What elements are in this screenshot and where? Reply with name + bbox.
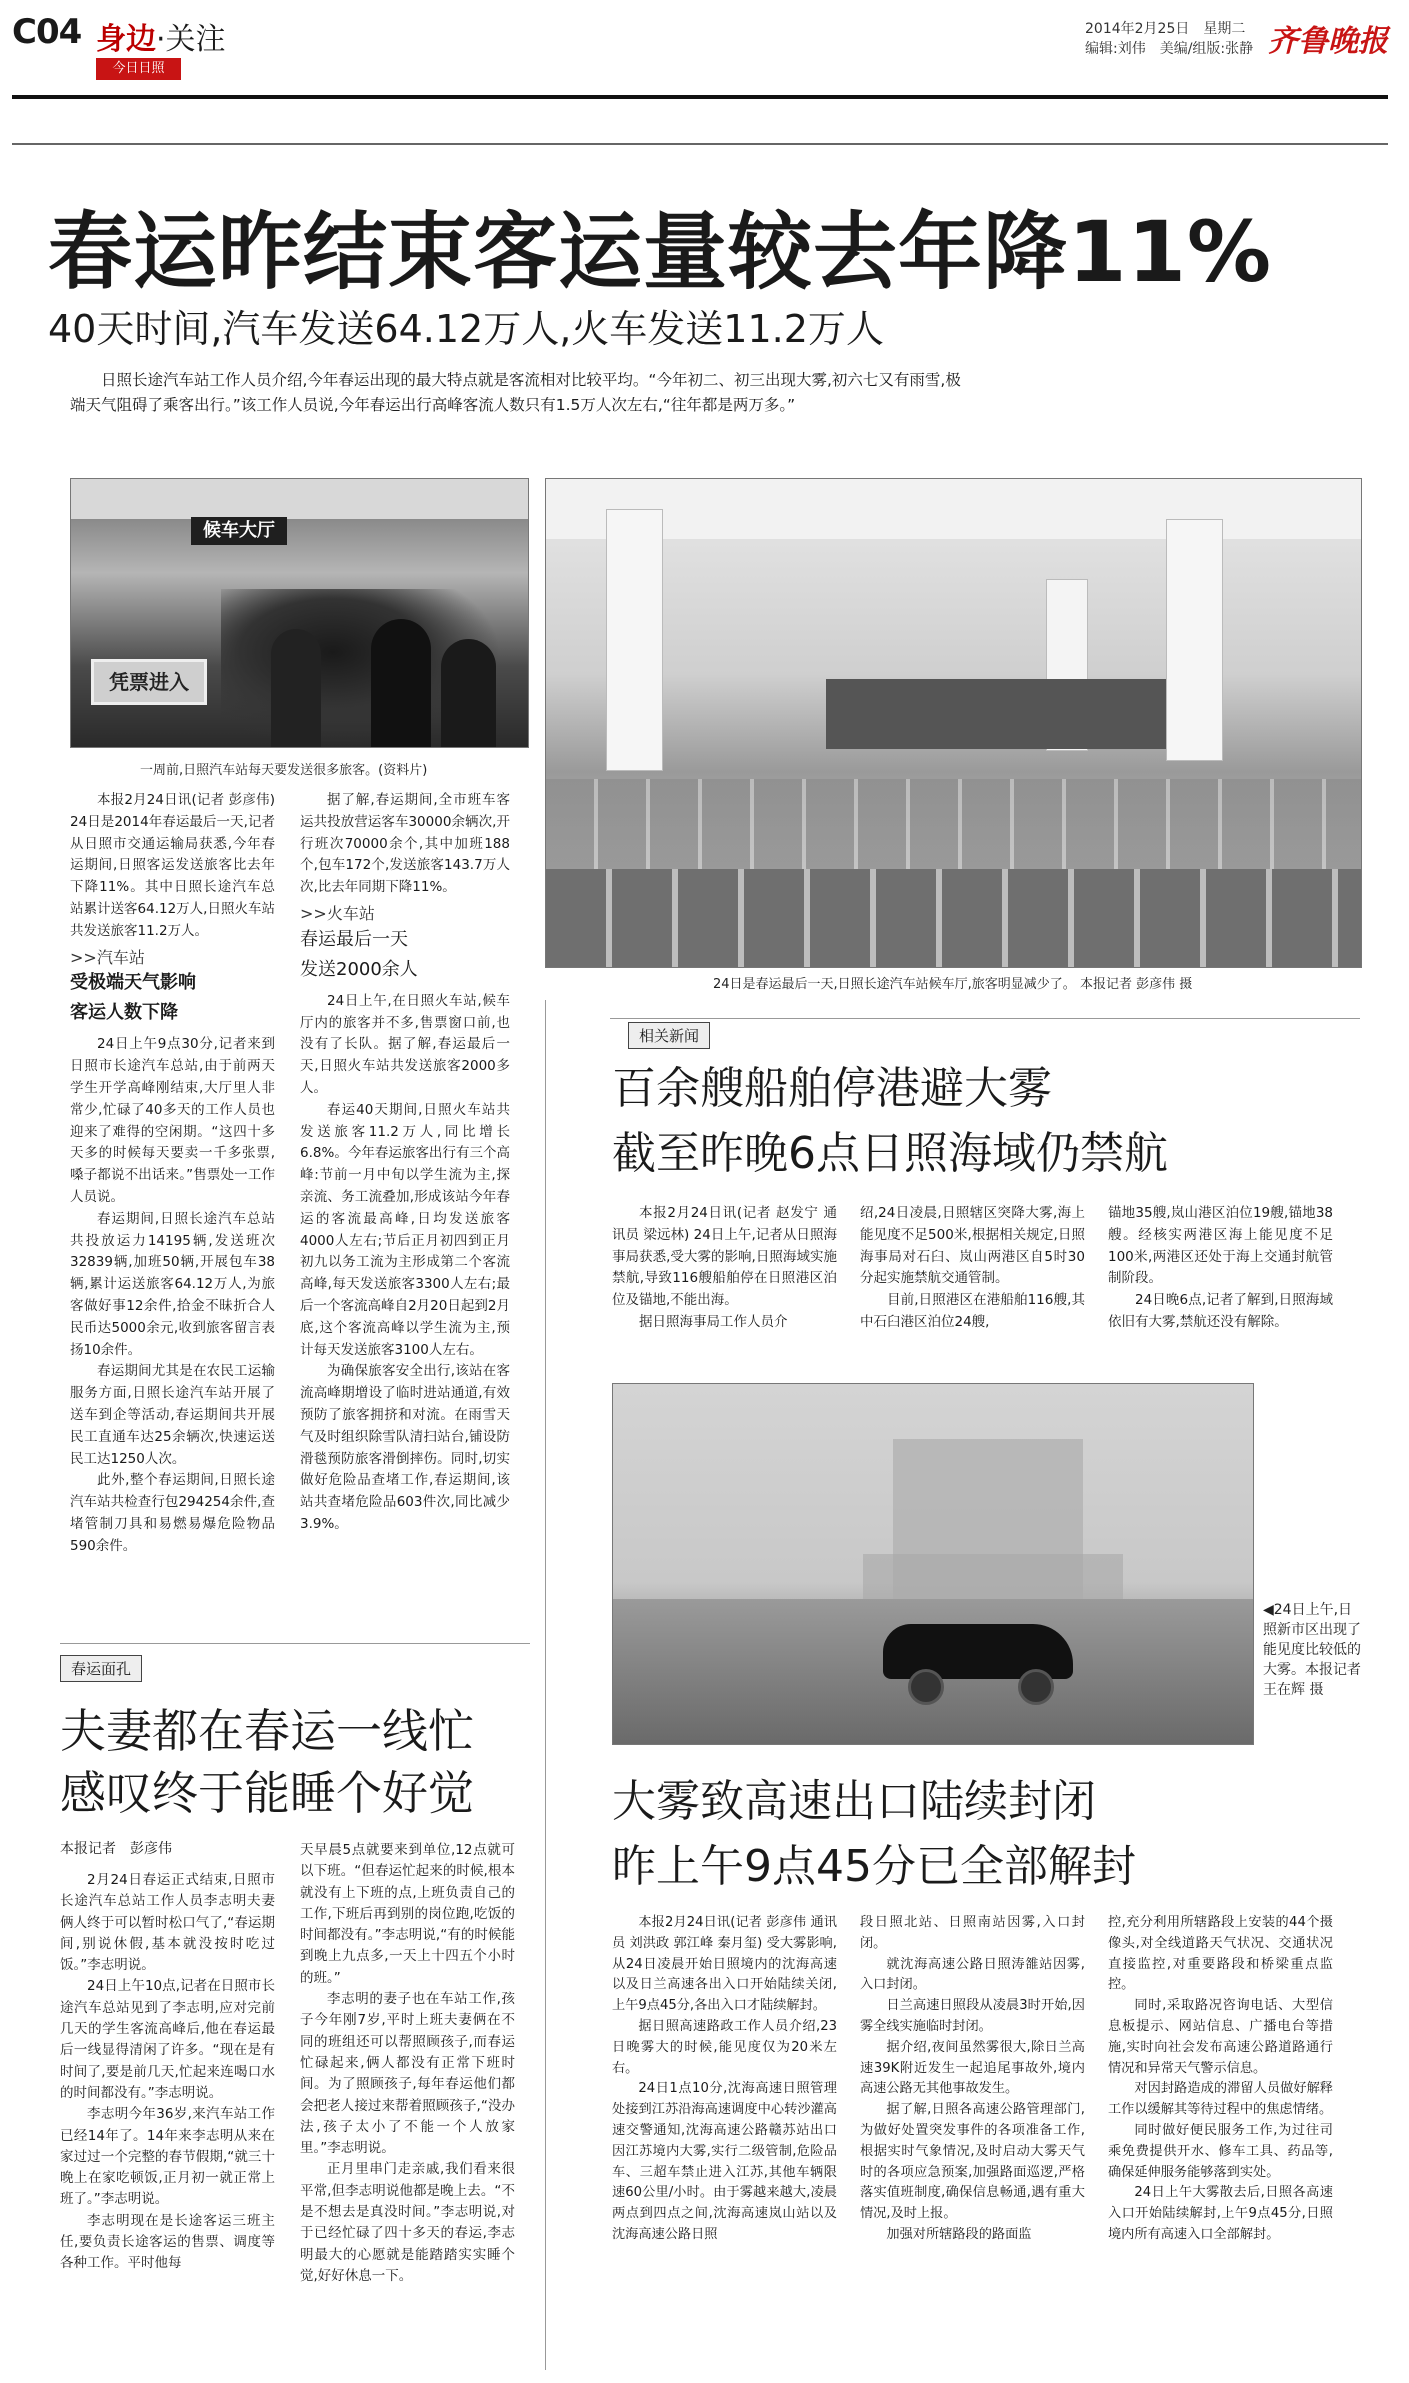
- main-col2b-p1: 24日上午,在日照火车站,候车厅内的旅客并不多,售票窗口前,也没有了长队。据了解,春运最后一天,日照火车站共发送旅客2000多人。: [300, 992, 510, 1096]
- story2-rule: [60, 1643, 530, 1644]
- story4-c2-p1: 段日照北站、日照南站因雾,入口封闭。: [860, 1915, 1085, 1951]
- story4-c2-p3: 日兰高速日照段从凌晨3时开始,因雾全线实施临时封闭。: [860, 1998, 1085, 2034]
- photo-sign-ticket-entry: 凭票进入: [91, 659, 207, 705]
- section-title: [96, 14, 226, 58]
- photo-fog-street: [612, 1383, 1254, 1745]
- story2-title2: 感叹终于能睡个好觉: [60, 1766, 474, 1820]
- story4-c1-p1: 本报2月24日讯(记者 彭彦伟 通讯员 刘洪政 郭江峰 秦月玺) 受大雾影响,从24日凌晨开始日照境内的沈海高速以及日兰高速各出入口开始陆续关闭,上午9点45分,各出入口才陆续解封。: [612, 1915, 837, 2014]
- section-main: 身边: [96, 22, 156, 57]
- story4-c3-p2: 同时,采取路况咨询电话、大型信息板提示、网站信息、广播电台等措施,实时向社会发布高速公路道路通行情况和异常天气警示信息。: [1108, 1998, 1333, 2076]
- story2-title1: 夫妻都在春运一线忙: [60, 1704, 474, 1758]
- column-divider: [545, 1000, 546, 2370]
- main-col1b-p3: 春运期间尤其是在农民工运输服务方面,日照长途汽车站开展了送车到企等活动,春运期间共开展民工直通车达25余辆次,快速运送民工达1250人次。: [70, 1363, 275, 1467]
- main-col1: [70, 790, 275, 1558]
- main-col1b-p2: 春运期间,日照长途汽车总站共投放运力14195辆,发送班次32839辆,加班50辆,开展包车38辆,累计运送旅客64.12万人,为旅客做好事12余件,拾金不昧折合人民币达5000余元,收到旅客留言表扬10余件。: [70, 1210, 275, 1358]
- story4-col1: [612, 1913, 837, 2246]
- subhead-bus-1: 受极端天气影响: [70, 972, 196, 994]
- main-col2b-p2: 春运40天期间,日照火车站共发送旅客11.2万人,同比增长6.8%。今年春运旅客出行有三个高峰:节前一月中旬以学生流为主,探亲流、务工流叠加,形成该站今年春运的客流最高峰,日均发送旅客4000人左右;节后正月初四到正月初九以务工流为主形成第二个客流高峰,每天发送旅客3300人左右;最后一个客流高峰自2月20日起到2月底,这个客流高峰以学生流为主,预计每天发送旅客3100人左右。: [300, 1101, 510, 1358]
- photo-sign-waiting-hall: 候车大厅: [191, 517, 287, 545]
- story4-c2-p4: 据介绍,夜间虽然雾很大,除日兰高速39K附近发生一起追尾事故外,境内高速公路无其他事故发生。: [860, 2039, 1085, 2097]
- story3-col3: [1108, 1203, 1333, 1334]
- main-col2: [300, 790, 510, 1536]
- story4-title2: 昨上午9点45分已全部解封: [612, 1841, 1136, 1892]
- story3-c2-p2: 目前,日照港区在港船舶116艘,其中石臼港区泊位24艘,: [860, 1292, 1085, 1330]
- tag-train-station: >>火车站: [300, 903, 375, 923]
- story2-byline: 本报记者 彭彦伟: [60, 1841, 172, 1857]
- story4-c2-p2: 就沈海高速公路日照涛雒站因雾,入口封闭。: [860, 1956, 1085, 1993]
- story4-col2: [860, 1913, 1085, 2246]
- section-sub: 关注: [165, 22, 226, 57]
- story4-c2-p6: 加强对所辖路段的路面监: [886, 2226, 1032, 2242]
- issue-date: 2014年2月25日 星期二: [1085, 21, 1246, 37]
- header-rule: [12, 95, 1388, 99]
- story4-c3-p5: 24日上午大雾散去后,日照各高速入口开始陆续解封,上午9点45分,日照境内所有高速入口全部解封。: [1108, 2185, 1333, 2242]
- main-col1b-p1: 24日上午9点30分,记者来到日照市长途汽车总站,由于前两天学生开学高峰刚结束,大厅里人非常少,忙碌了40多天的工作人员也迎来了难得的空闲期。“这四十多天多的时候每天要卖一千多张票,嗓子都说不出话来。”售票处一工作人员说。: [70, 1036, 275, 1205]
- main-col1b-p4: 此外,整个春运期间,日照长途汽车站共检查行包294254余件,查堵管制刀具和易燃易爆危险物品590余件。: [70, 1472, 275, 1554]
- main-col1-p1: 本报2月24日讯(记者 彭彦伟) 24日是2014年春运最后一天,记者从日照市交通运输局获悉,今年春运期间,日照客运发送旅客比去年下降11%。其中日照长途汽车总站累计送客64.12万人,日照火车站共发送旅客11.2万人。: [70, 792, 275, 939]
- story3-title2: 截至昨晚6点日照海域仍禁航: [612, 1128, 1168, 1179]
- story4-title1: 大雾致高速出口陆续封闭: [612, 1776, 1096, 1827]
- editor-credits: 编辑:刘伟 美编/组版:张静: [1085, 41, 1254, 57]
- subhead-train-2: 发送2000余人: [300, 958, 418, 980]
- story3-rule: [610, 1018, 1360, 1019]
- story4-c2-p5: 据了解,日照各高速公路管理部门,为做好处置突发事件的各项准备工作,根据实时气象情况,及时启动大雾天气时的各项应急预案,加强路面巡逻,严格落实值班制度,确保信息畅通,遇有重大情况,及时上报。: [860, 2102, 1085, 2222]
- story2-colB-p3: 正月里串门走亲戚,我们看来很平常,但李志明说他都是晚上去。“不是不想去是真没时间。”李志明说,对于已经忙碌了四十多天的春运,李志明最大的心愿就是能踏踏实实睡个觉,好好休息一下。: [300, 2161, 515, 2284]
- story2-colA-p2: 24日上午10点,记者在日照市长途汽车总站见到了李志明,应对完前几天的学生客流高峰后,他在春运最后一线显得清闲了许多。“现在是有时间了,要是前几天,忙起来连喝口水的时间都没有。”李志明说。: [60, 1978, 275, 2101]
- story2-colB-p2: 李志明的妻子也在车站工作,孩子今年刚7岁,平时上班夫妻俩在不同的班组还可以帮照顾孩子,而春运忙碌起来,俩人都没有正常下班时间。为了照顾孩子,每年春运他们都会把老人接过来帮着照顾孩子,“没办法,孩子太小了不能一个人放家里。”李志明说。: [300, 1991, 515, 2157]
- story4-c1-p2: 据日照高速路政工作人员介绍,23日晚雾大的时候,能见度仅为20米左右。: [612, 2018, 837, 2076]
- story4-c1-p3: 24日1点10分,沈海高速日照管理处接到江苏沿海高速调度中心转沙灌高速交警通知,沈海高速公路赣苏站出口因江苏境内大雾,实行二级管制,危险品车、三超车禁止进入江苏,其他车辆限速60公里/小时。由于雾越来越大,凌晨两点到四点之间,沈海高速岚山站以及沈海高速公路日照: [612, 2081, 837, 2242]
- story2-colA-p3: 李志明今年36岁,来汽车站工作已经14年了。14年来李志明从来在家过过一个完整的春节假期,“就三十晚上在家吃顿饭,正月初一就正常上班了。”李志明说。: [60, 2106, 275, 2208]
- main-headline: 春运昨结束客运量较去年降11%: [48, 203, 1273, 301]
- lead-paragraph: 日照长途汽车站工作人员介绍,今年春运出现的最大特点就是客流相对比较平均。“今年初二、初三出现大雾,初六七又有雨雪,极端天气阻碍了乘客出行。”该工作人员说,今年春运出行高峰客流人数只有1.5万人次左右,“往年都是两万多。”: [70, 371, 961, 414]
- newspaper-logo: 齐鲁晚报: [1268, 24, 1388, 59]
- subhead-train-1: 春运最后一天: [300, 928, 408, 950]
- story3-badge: 相关新闻: [628, 1022, 710, 1049]
- story3-c3-p1: 锚地35艘,岚山港区泊位19艘,锚地38艘。经核实两港区海上能见度不足100米,两港区还处于海上交通封航管制阶段。: [1108, 1205, 1333, 1287]
- story3-c1-p2: 据日照海事局工作人员介: [639, 1313, 788, 1330]
- main-col2-p1: 据了解,春运期间,全市班车客运共投放营运客车30000余辆次,开行班次70000余个,其中加班188个,包车172个,发送旅客143.7万人次,比去年同期下降11%。: [300, 792, 510, 896]
- story3-col1: [612, 1203, 837, 1334]
- story2-colA-p4: 李志明现在是长途客运三班主任,要负责长途客运的售票、调度等各种工作。平时他每: [60, 2212, 275, 2272]
- story2-colB: [300, 1840, 515, 2287]
- story4-c3-p3: 对因封路造成的滞留人员做好解释工作以缓解其等待过程中的焦虑情绪。: [1108, 2081, 1333, 2118]
- story2-colA: [60, 1870, 275, 2275]
- story3-col2: [860, 1203, 1085, 1334]
- story4-c3-p4: 同时做好便民服务工作,为过往司乘免费提供开水、修车工具、药品等,确保延伸服务能够落到实处。: [1108, 2122, 1333, 2180]
- photo-empty-waiting-hall: [545, 478, 1362, 968]
- story4-col3: [1108, 1913, 1333, 2246]
- fog-photo-caption: ◀24日上午,日照新市区出现了能见度比较低的大雾。本报记者 王在辉 摄: [1263, 1602, 1361, 1698]
- photo2-caption: 24日是春运最后一天,日照长途汽车站候车厅,旅客明显减少了。 本报记者 彭彦伟 摄: [713, 977, 1193, 992]
- photo-bus-station-crowd: [70, 478, 529, 748]
- subhead-bus-2: 客运人数下降: [70, 1002, 178, 1024]
- main-subhead: 40天时间,汽车发送64.12万人,火车发送11.2万人: [48, 307, 884, 351]
- section-bar: 今日日照: [96, 58, 181, 80]
- story3-c1-p1: 本报2月24日讯(记者 赵发宁 通讯员 梁远林) 24日上午,记者从日照海事局获悉,受大雾的影响,日照海域实施禁航,导致116艘船舶停在日照港区泊位及锚地,不能出海。: [612, 1205, 837, 1309]
- story2-colA-p1: 2月24日春运正式结束,日照市长途汽车总站工作人员李志明夫妻俩人终于可以暂时松口气了,“春运期间,别说休假,基本就没按时吃过饭。”李志明说。: [60, 1872, 275, 1974]
- story3-title1: 百余艘船舶停港避大雾: [612, 1063, 1052, 1114]
- tag-bus-station: >>汽车站: [70, 947, 145, 967]
- story2-badge: 春运面孔: [60, 1655, 142, 1682]
- section-dot: ·: [156, 22, 166, 57]
- header-rule-thin: [12, 143, 1388, 145]
- story2-colB-p1: 天早晨5点就要来到单位,12点就可以下班。“但春运忙起来的时候,根本就没有上下班的点,上班负责自己的工作,下班后再到别的岗位跑,吃饭的时间都没有。”李志明说,“有的时候能到晚上九点多,一天上十四五个小时的班。”: [300, 1842, 515, 1986]
- main-col2b-p3: 为确保旅客安全出行,该站在客流高峰期增设了临时进站通道,有效预防了旅客拥挤和对流。在雨雪天气及时组织除雪队清扫站台,铺设防滑毯预防旅客滑倒摔伤。同时,切实做好危险品查堵工作,春运期间,该站共查堵危险品603件次,同比减少3.9%。: [300, 1363, 510, 1532]
- story3-c3-p2: 24日晚6点,记者了解到,日照海域依旧有大雾,禁航还没有解除。: [1108, 1292, 1333, 1330]
- story4-c3-p1: 控,充分利用所辖路段上安装的44个摄像头,对全线道路天气状况、交通状况直接监控,对重要路段和桥梁重点监控。: [1108, 1915, 1333, 1993]
- page-code: C04: [12, 12, 82, 52]
- photo1-caption: 一周前,日照汽车站每天要发送很多旅客。(资料片): [140, 763, 428, 778]
- story3-c2-p1: 绍,24日凌晨,日照辖区突降大雾,海上能见度不足500米,根据相关规定,日照海事局对石臼、岚山两港区自5时30分起实施禁航交通管制。: [860, 1205, 1085, 1287]
